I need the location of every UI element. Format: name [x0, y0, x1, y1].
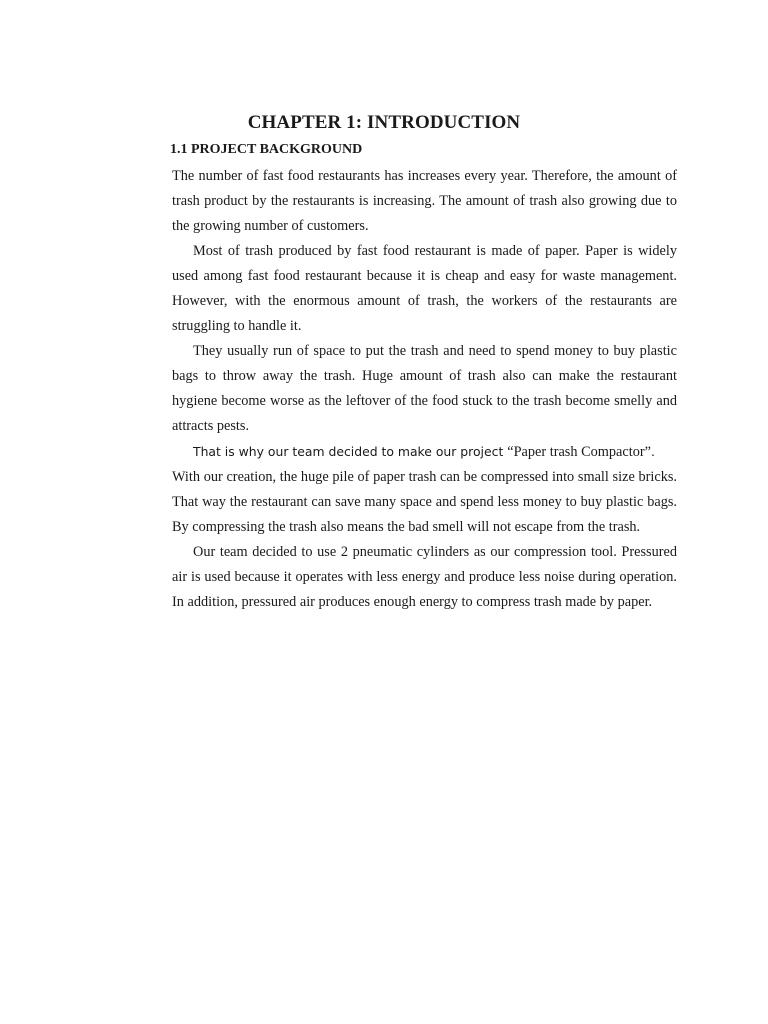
project-name: “Paper trash Compactor” [507, 444, 651, 460]
paragraph-4-period: . [650, 444, 655, 459]
paragraph-4-lead [172, 439, 677, 465]
body-text [172, 164, 677, 615]
paragraph-5: Our team decided to use 2 pneumatic cylinders as our compression tool. Pressured air is used because it operates with less energy and produce less noise during operation. In addition, pressured air produces enough energy to compress trash made by paper. [172, 544, 677, 610]
section-heading: 1.1 PROJECT BACKGROUND [170, 142, 363, 157]
paragraph-1: The number of fast food restaurants has increases every year. Therefore, the amount of trash product by the restaurants is increasing. The amount of trash also growing due to the growing number of customers. [172, 168, 677, 234]
paragraph-4-lead-text: That is why our team decided to make our project [193, 444, 508, 459]
paragraph-3: They usually run of space to put the trash and need to spend money to buy plastic bags to throw away the trash. Huge amount of trash also can make the restaurant hygiene become worse as the leftover of the food stuck to the trash become smelly and attracts pests. [172, 343, 677, 434]
paragraph-4-rest: With our creation, the huge pile of paper trash can be compressed into small size bricks. That way the restaurant can save many space and spend less money to buy plastic bags. By compressing the trash also means the bad smell will not escape from the trash. [172, 469, 677, 535]
chapter-title: CHAPTER 1: INTRODUCTION [247, 112, 521, 133]
paragraph-2: Most of trash produced by fast food restaurant is made of paper. Paper is widely used among fast food restaurant because it is cheap and easy for waste management. However, with the enormous amount of trash, the workers of the restaurants are struggling to handle it. [172, 243, 677, 334]
